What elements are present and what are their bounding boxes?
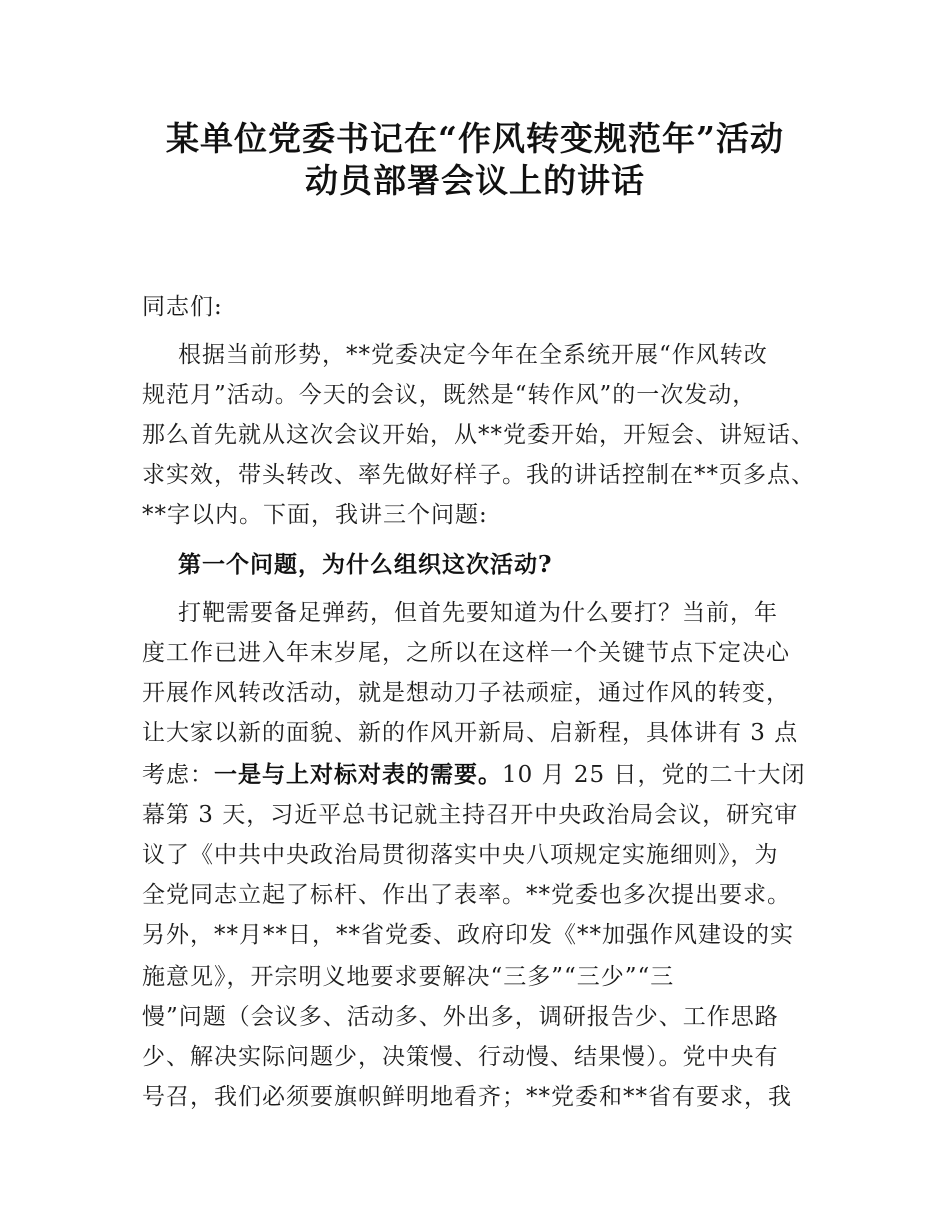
paragraph-line: 少、解决实际问题少，决策慢、行动慢、结果慢）。党中央有	[142, 1044, 779, 1070]
paragraph-line: 那么首先就从这次会议开始，从**党委开始，开短会、讲短话、	[142, 422, 815, 448]
paragraph-line: 施意见》，开宗明义地要求要解决“三多”“三少”“三	[142, 964, 675, 990]
paragraph-line: 打靶需要备足弹药，但首先要知道为什么要打？当前，年	[178, 600, 778, 626]
line-suffix: 10 月 25 日，党的二十大闭	[502, 762, 806, 788]
paragraph-line: 根据当前形势，**党委决定今年在全系统开展“作风转改	[178, 342, 768, 368]
document-title-line-1: 某单位党委书记在“作风转变规范年”活动	[166, 119, 784, 158]
paragraph-line: 开展作风转改活动，就是想动刀子祛顽症，通过作风的转变，	[142, 680, 790, 706]
paragraph-line: 另外，**月**日，**省党委、政府印发《**加强作风建设的实	[142, 922, 794, 948]
paragraph-line: **字以内。下面，我讲三个问题:	[142, 502, 488, 528]
paragraph-line-mixed	[142, 760, 805, 790]
section-heading: 第一个问题，为什么组织这次活动?	[178, 551, 553, 578]
bold-point: 一是与上对标对表的需要。	[214, 761, 502, 788]
paragraph-line: 全党同志立起了标杆、作出了表率。**党委也多次提出要求。	[142, 882, 791, 908]
paragraph-line: 号召，我们必须要旗帜鲜明地看齐；**党委和**省有要求，我	[142, 1084, 792, 1110]
paragraph-line: 让大家以新的面貌、新的作风开新局、启新程，具体讲有 3 点	[142, 720, 799, 746]
salutation: 同志们:	[142, 294, 223, 320]
document-title-line-2: 动员部署会议上的讲话	[305, 161, 645, 200]
paragraph-line: 议了《中共中央政治局贯彻落实中央八项规定实施细则》，为	[142, 842, 779, 868]
line-prefix: 考虑：	[142, 762, 214, 788]
paragraph-line: 慢”问题（会议多、活动多、外出多，调研报告少、工作思路	[142, 1004, 779, 1030]
paragraph-line: 度工作已进入年末岁尾，之所以在这样一个关键节点下定决心	[142, 640, 790, 666]
paragraph-line: 求实效，带头转改、率先做好样子。我的讲话控制在**页多点、	[142, 462, 815, 488]
paragraph-line: 规范月”活动。今天的会议，既然是“转作风”的一次发动，	[142, 382, 757, 408]
paragraph-line: 幕第 3 天，习近平总书记就主持召开中央政治局会议，研究审	[142, 802, 799, 828]
